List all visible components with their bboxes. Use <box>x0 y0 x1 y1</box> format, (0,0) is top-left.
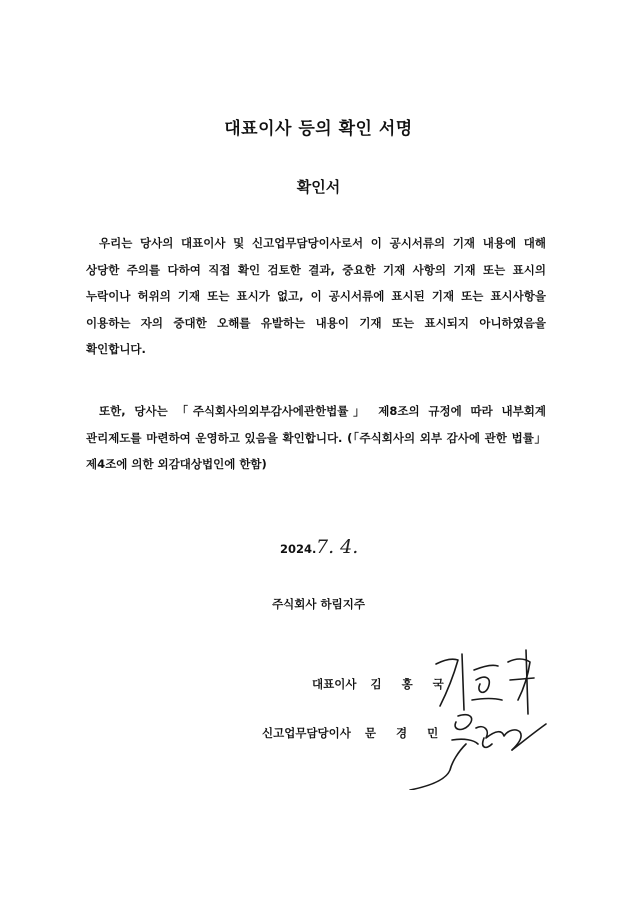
document-subtitle: 확인서 <box>296 178 341 196</box>
reporting-officer-role: 신고업무담당이사 <box>262 726 351 740</box>
date-year: 2024. <box>280 542 317 556</box>
company-name: 주식회사 하림지주 <box>272 597 365 611</box>
internal-control-paragraph: 또한, 당사는 「주식회사의외부감사에관한법률」 제8조의 규정에 따라 내부회계 관리제도를 마련하여 운영하고 있음을 확인합니다. (「주식회사의 외부 감사에 관한 법률」 제4조에 의한 외감대상법인에 한함) <box>86 404 546 471</box>
date <box>280 536 400 566</box>
ceo-role: 대표이사 <box>312 677 357 691</box>
ceo-name: 김 홍 국 <box>370 677 452 691</box>
reporting-officer-signature <box>400 700 550 790</box>
confirmation-paragraph: 우리는 당사의 대표이사 및 신고업무담당이사로서 이 공시서류의 기재 내용에 대해 상당한 주의를 다하여 직접 확인 검토한 결과, 중요한 기재 사항의 기재 또는 표시의 누락이나 허위의 기재 또는 표시가 없고, 이 공시서류에 표시된 기재 또는 표시사항을 이용하는 자의 중대한 오해를 유발하는 내용이 기재 또는 표시되지 아니하였음을 확인합니다. <box>86 236 546 356</box>
date-handwritten: 7. 4. <box>316 536 359 558</box>
reporting-officer-name: 문 경 민 <box>364 726 447 740</box>
document-title: 대표이사 등의 확인 서명 <box>224 119 413 139</box>
